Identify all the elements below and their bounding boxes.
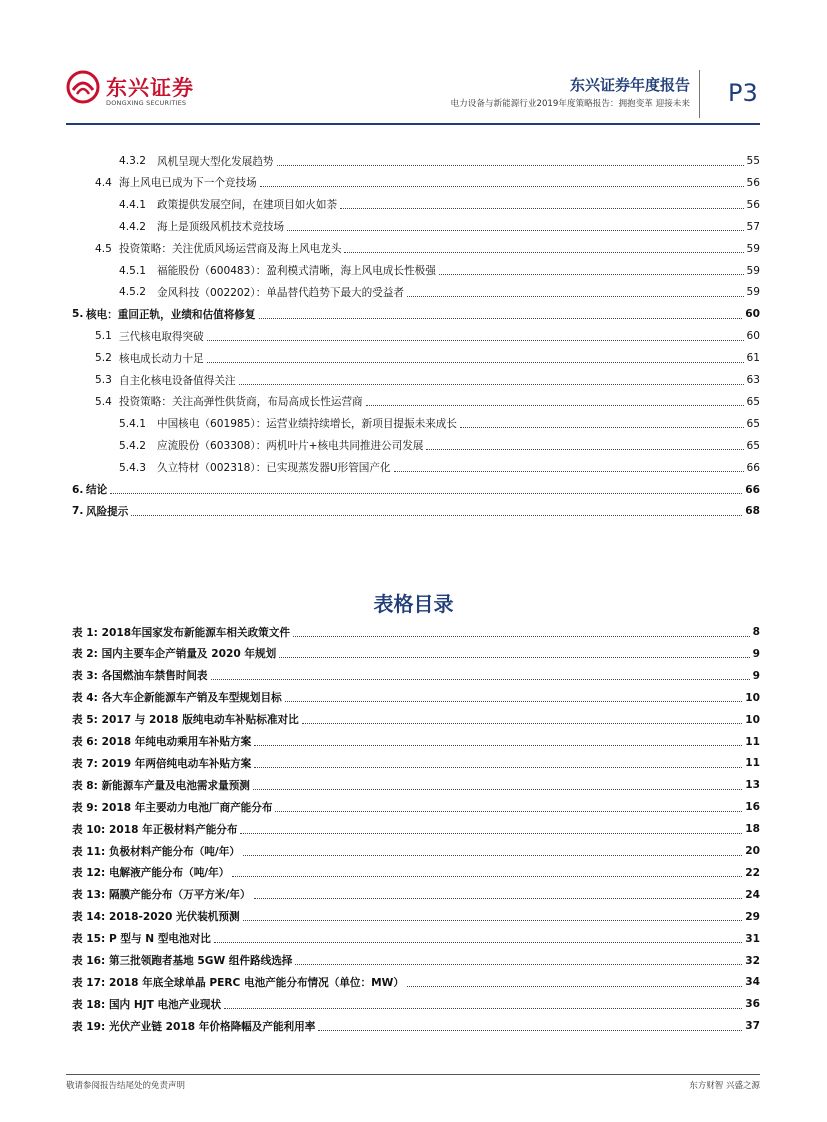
table-label: 表 6:	[72, 736, 102, 748]
toc-entry[interactable]	[66, 370, 760, 390]
table-page: 18	[745, 823, 760, 836]
toc-entry[interactable]	[66, 282, 760, 302]
table-title: 2018 年主要动力电池厂商产能分布	[101, 801, 273, 814]
table-label: 表 12:	[72, 867, 109, 880]
dot-leader	[232, 876, 742, 877]
table-page: 10	[745, 691, 760, 704]
toc-entry[interactable]	[66, 414, 760, 434]
table-page: 9	[752, 669, 760, 682]
footer-slogan: 东方财智 兴盛之源	[689, 1081, 760, 1091]
table-label: 表 16:	[72, 955, 109, 967]
table-title: 隔膜产能分布（万平方米/年）	[108, 889, 251, 902]
toc-entry-title: 投资策略：关注优质风场运营商及海上风电龙头	[119, 243, 342, 256]
table-page: 11	[745, 757, 760, 770]
logo-mark-icon	[66, 70, 100, 104]
table-index-entry[interactable]	[66, 885, 760, 905]
table-label: 表 15:	[72, 933, 109, 946]
toc-entry[interactable]	[66, 458, 760, 478]
table-index-entry[interactable]	[66, 929, 760, 949]
dot-leader	[254, 745, 742, 746]
toc-entry-page: 65	[746, 417, 760, 430]
toc-entry-page: 60	[746, 330, 760, 343]
dot-leader	[279, 657, 749, 658]
table-page: 31	[745, 932, 760, 945]
table-index-entry[interactable]	[66, 907, 760, 927]
page-number: P3	[728, 79, 758, 107]
toc-entry-page: 59	[746, 264, 760, 277]
table-title: 各大车企新能源车产销及车型规划目标	[101, 692, 282, 705]
table-label: 表 7:	[72, 757, 102, 770]
footer-rule	[66, 1074, 760, 1075]
toc-entry[interactable]	[66, 326, 760, 346]
dot-leader	[293, 636, 750, 637]
toc-entry-title: 福能股份（600483）：盈利模式清晰，海上风电成长性极强	[157, 265, 436, 277]
table-index-entry[interactable]	[66, 710, 760, 730]
table-index-entry[interactable]	[66, 797, 760, 817]
table-label: 表 19:	[72, 1020, 109, 1033]
toc-entry-number: 5.4.1	[119, 417, 146, 430]
table-index-entry[interactable]	[66, 819, 760, 839]
dot-leader	[277, 165, 744, 166]
toc-entry-title: 核电成长动力十足	[119, 352, 204, 365]
dot-leader	[275, 811, 742, 812]
table-page: 10	[745, 713, 760, 726]
dot-leader	[224, 1008, 742, 1009]
table-label: 表 8:	[72, 779, 102, 792]
table-label: 表 3:	[72, 670, 102, 683]
dot-leader	[295, 964, 742, 965]
table-label: 表 13:	[72, 889, 109, 902]
table-page: 24	[745, 888, 760, 901]
table-index-entry[interactable]	[66, 644, 760, 664]
table-page: 22	[745, 866, 760, 879]
table-title: 2017 与 2018 版纯电动车补贴标准对比	[101, 714, 299, 727]
toc-entry-number: 5.1	[95, 330, 112, 343]
toc-entry-page: 56	[746, 176, 760, 189]
toc-entry-page: 56	[746, 198, 760, 211]
toc-entry[interactable]	[66, 436, 760, 456]
toc-entry-title: 中国核电（601985）：运营业绩持续增长，新项目提振未来成长	[157, 418, 457, 431]
toc-entry-title: 久立特材（002318）：已实现蒸发器U形管国产化	[157, 462, 391, 475]
table-title: 2019 年两倍纯电动车补贴方案	[101, 757, 252, 770]
toc-entry-number: 7.	[72, 505, 84, 518]
table-label: 表 18:	[72, 998, 109, 1011]
table-title: 2018年国家发布新能源车相关政策文件	[101, 626, 290, 639]
dot-leader	[340, 208, 743, 209]
toc-entry-page: 60	[745, 308, 760, 321]
table-index-entry[interactable]	[66, 666, 760, 686]
table-index-entry[interactable]	[66, 622, 760, 642]
toc-entry-title: 风险提示	[86, 505, 129, 518]
dot-leader	[460, 427, 744, 428]
report-title: 东兴证券年度报告	[569, 76, 690, 94]
table-title: 新能源车产量及电池需求量预测	[101, 779, 250, 792]
table-index-entry[interactable]	[66, 1016, 760, 1036]
toc-entry-number: 4.4	[95, 176, 112, 189]
toc-entry[interactable]	[66, 348, 760, 368]
dot-leader	[407, 296, 744, 297]
table-page: 20	[745, 845, 760, 857]
toc-entry-number: 4.3.2	[119, 155, 146, 167]
toc-entry[interactable]	[66, 151, 760, 171]
dot-leader	[253, 789, 742, 790]
dot-leader	[318, 1030, 742, 1031]
table-title: 负极材料产能分布（吨/年）	[108, 845, 240, 858]
toc-entry-number: 4.5.1	[119, 264, 146, 277]
dot-leader	[259, 318, 743, 319]
table-page: 8	[752, 626, 760, 638]
table-title: 光伏产业链 2018 年价格降幅及产能利用率	[108, 1020, 316, 1033]
toc-entry-title: 应流股份（603308）：两机叶片+核电共同推进公司发展	[157, 440, 424, 453]
toc-entry-number: 5.4.2	[119, 439, 146, 452]
table-index-entry[interactable]	[66, 972, 760, 992]
dot-leader	[287, 230, 743, 231]
toc-entry-page: 61	[746, 352, 760, 365]
toc-entry[interactable]	[66, 501, 760, 521]
table-page: 32	[745, 954, 760, 967]
toc-entry-title: 政策提供发展空间，在建项目如火如荼	[157, 199, 338, 212]
dot-leader	[366, 405, 744, 406]
toc-entry-page: 59	[746, 242, 760, 255]
table-title: 国内 HJT 电池产业现状	[108, 998, 222, 1011]
dot-leader	[240, 833, 742, 834]
table-page: 29	[745, 910, 760, 923]
tables-index-title: 表格目录	[373, 592, 454, 616]
toc-entry-page: 66	[746, 461, 760, 474]
table-label: 表 17:	[72, 976, 109, 989]
table-title: 国内主要车企产销量及 2020 年规划	[101, 648, 277, 661]
toc-entry-number: 4.4.1	[119, 198, 146, 211]
dot-leader	[211, 679, 750, 680]
footer-disclaimer: 敬请参阅报告结尾处的免责声明	[66, 1081, 186, 1091]
dot-leader	[243, 855, 742, 856]
dot-leader	[344, 252, 743, 253]
toc-entry-number: 5.4.3	[119, 461, 146, 474]
dot-leader	[239, 384, 744, 385]
toc-entry-number: 4.5.2	[119, 286, 146, 299]
table-page: 16	[745, 801, 760, 814]
table-page: 36	[745, 998, 760, 1011]
toc-entry[interactable]	[66, 217, 760, 237]
toc-entry-title: 结论	[86, 484, 108, 496]
toc-entry[interactable]	[66, 392, 760, 412]
table-page: 37	[745, 1020, 760, 1033]
dot-leader	[302, 723, 743, 724]
table-label: 表 1:	[72, 626, 102, 639]
table-index-entry[interactable]	[66, 775, 760, 795]
toc-entry[interactable]	[66, 239, 760, 259]
dot-leader	[394, 471, 744, 472]
dot-leader	[207, 340, 744, 341]
toc-entry[interactable]	[66, 261, 760, 281]
table-index-entry[interactable]	[66, 841, 760, 861]
dot-leader	[407, 986, 742, 987]
toc-entry-page: 57	[746, 220, 760, 233]
dot-leader	[439, 274, 744, 275]
toc-entry-page: 65	[746, 439, 760, 452]
toc-entry-title: 自主化核电设备值得关注	[119, 374, 236, 387]
toc-entry-page: 59	[746, 286, 760, 299]
toc-entry-title: 风机呈现大型化发展趋势	[157, 155, 274, 168]
toc-entry-page: 65	[746, 395, 760, 408]
dot-leader	[260, 186, 744, 187]
dot-leader	[254, 767, 742, 768]
table-index-entry[interactable]	[66, 863, 760, 883]
dot-leader	[243, 920, 743, 921]
toc-entry-number: 6.	[72, 483, 84, 496]
toc-entry-page: 55	[746, 155, 760, 167]
table-page: 34	[745, 976, 760, 989]
toc-entry[interactable]	[66, 480, 760, 500]
toc-entry-number: 5.3	[95, 374, 112, 386]
toc-entry-page: 63	[746, 374, 760, 386]
table-index-entry[interactable]	[66, 951, 760, 971]
table-title: 各国燃油车禁售时间表	[101, 670, 208, 683]
table-label: 表 14:	[72, 911, 109, 924]
table-title: P 型与 N 型电池对比	[108, 933, 211, 946]
dot-leader	[131, 515, 742, 516]
dot-leader	[426, 449, 743, 450]
table-title: 第三批领跑者基地 5GW 组件路线选择	[108, 955, 293, 967]
table-label: 表 2:	[72, 648, 102, 661]
toc-entry-title: 海上是顶级风机技术竞技场	[157, 221, 285, 234]
dot-leader	[285, 701, 743, 702]
logo-text-en: DONGXING SECURITIES	[106, 99, 187, 107]
report-subtitle: 电力设备与新能源行业2019年度策略报告：拥抱变革 迎接未来	[450, 99, 690, 109]
table-title: 2018-2020 光伏装机预测	[108, 911, 240, 924]
table-index-entry[interactable]	[66, 994, 760, 1014]
table-page: 11	[745, 735, 760, 748]
table-label: 表 5:	[72, 714, 102, 727]
table-page: 13	[745, 779, 760, 792]
header-rule	[66, 123, 760, 125]
toc-entry[interactable]	[66, 195, 760, 215]
toc-entry[interactable]	[66, 173, 760, 193]
table-index-entry[interactable]	[66, 732, 760, 752]
dot-leader	[110, 493, 742, 494]
table-title: 电解液产能分布（吨/年）	[108, 867, 230, 880]
dot-leader	[214, 942, 742, 943]
table-label: 表 10:	[72, 823, 109, 836]
toc-entry-page: 66	[745, 483, 760, 496]
company-logo	[66, 70, 196, 114]
table-label: 表 4:	[72, 692, 102, 705]
toc-entry-page: 68	[745, 505, 760, 518]
toc-entry-number: 5.2	[95, 352, 112, 365]
dot-leader	[207, 362, 744, 363]
toc-entry-title: 核电：重回正轨，业绩和估值将修复	[86, 308, 256, 321]
table-page: 9	[752, 647, 760, 660]
table-index-entry[interactable]	[66, 753, 760, 773]
table-title: 2018 年纯电动乘用车补贴方案	[101, 736, 252, 748]
logo-text-cn: 东兴证券	[106, 76, 194, 100]
toc-entry-title: 投资策略：关注高弹性供货商，布局高成长性运营商	[119, 396, 363, 409]
toc-entry-number: 4.4.2	[119, 220, 146, 233]
table-title: 2018 年正极材料产能分布	[108, 823, 238, 836]
table-label: 表 9:	[72, 801, 102, 814]
table-index-entry[interactable]	[66, 688, 760, 708]
toc-entry-number: 5.	[72, 308, 84, 321]
toc-entry-title: 金风科技（002202）：单晶替代趋势下最大的受益者	[157, 286, 405, 299]
table-label: 表 11:	[72, 845, 109, 858]
header-divider	[699, 70, 700, 118]
dot-leader	[254, 898, 743, 899]
table-title: 2018 年底全球单晶 PERC 电池产能分布情况（单位：MW）	[108, 976, 404, 989]
toc-entry-number: 4.5	[95, 242, 112, 255]
toc-entry-title: 海上风电已成为下一个竞技场	[119, 177, 257, 190]
toc-entry-title: 三代核电取得突破	[119, 330, 204, 343]
toc-entry-number: 5.4	[95, 395, 112, 408]
toc-entry[interactable]	[66, 304, 760, 324]
